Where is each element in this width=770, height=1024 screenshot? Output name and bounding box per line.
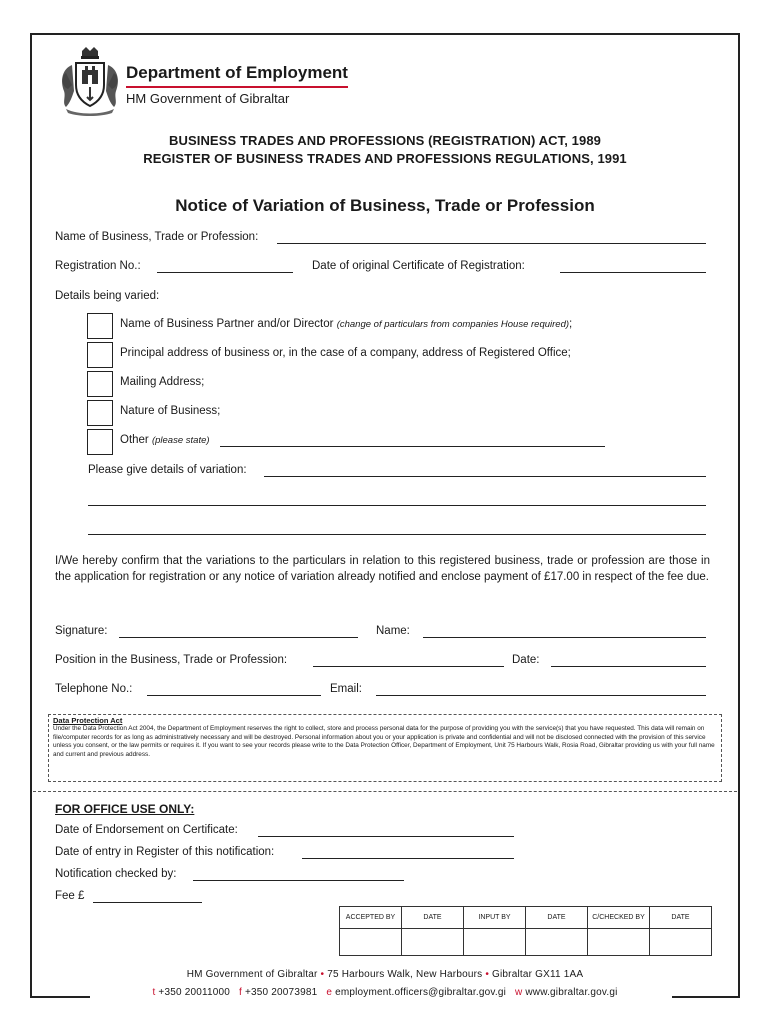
footer-fax-prefix: f — [239, 987, 242, 998]
footer-web-link[interactable]: www.gibraltar.gov.gi — [525, 987, 618, 998]
data-protection-text: Under the Data Protection Act 2004, the Department of Employment reserves the right to collect, store and process personal data for the purpose of providing you with the service(s) that you have requested. This data will remain on file/computer records for as long as administratively necessary and will be destroyed. Personal information about you or your application is private and confidential and will not be disclosed connected with the provision of this service unless you consent, or the law permits or requires it. If you want to see your records please write to the Data Protection Officer, Department of Employment, Unit 75 Harbours Walk, Rosia Road, Gibraltar providing us with your full name and current and previous address. — [53, 725, 715, 758]
page-frame-top — [30, 33, 740, 35]
option-note: (change of particulars from companies House required) — [336, 319, 570, 330]
original-cert-date-field[interactable] — [560, 272, 706, 273]
name-field[interactable] — [423, 637, 706, 638]
registration-no-label: Registration No.: — [55, 260, 141, 272]
name-label: Name: — [376, 625, 410, 637]
table-header-date: DATE — [526, 907, 588, 929]
footer-address — [30, 969, 740, 980]
page-title: Notice of Variation of Business, Trade or Profession — [175, 196, 595, 215]
endorsement-date-field[interactable] — [258, 836, 514, 837]
option-note: (please state) — [151, 435, 210, 446]
table-cell[interactable] — [340, 929, 402, 956]
table-header-accepted-by: ACCEPTED BY — [340, 907, 402, 929]
table-header-date: DATE — [402, 907, 464, 929]
checked-by-label: Notification checked by: — [55, 868, 177, 880]
office-use-heading: FOR OFFICE USE ONLY: — [55, 802, 195, 816]
fee-label: Fee £ — [55, 890, 85, 902]
table-header-input-by: INPUT BY — [464, 907, 526, 929]
footer-fax: +350 20073981 — [244, 987, 318, 998]
checkbox-nature-of-business[interactable] — [87, 400, 113, 426]
variation-details-line-1[interactable] — [264, 476, 706, 477]
footer-tel-prefix: t — [152, 987, 156, 998]
option-nature-of-business: Nature of Business; — [120, 405, 221, 417]
department-rule — [126, 86, 348, 88]
registration-no-field[interactable] — [157, 272, 293, 273]
option-principal-address: Principal address of business or, in the case of a company, address of Registered Office; — [120, 347, 571, 359]
variation-details-line-2[interactable] — [88, 505, 706, 506]
variation-details-label: Please give details of variation: — [88, 464, 247, 476]
act-title-line1: BUSINESS TRADES AND PROFESSIONS (REGISTRATION) ACT, 1989 — [168, 133, 601, 148]
checkbox-partner-director[interactable] — [87, 313, 113, 339]
details-varied-label: Details being varied: — [55, 290, 160, 302]
variation-details-line-3[interactable] — [88, 534, 706, 535]
footer-gov: HM Government of Gibraltar — [186, 969, 318, 980]
telephone-label: Telephone No.: — [55, 683, 133, 695]
option-other — [120, 434, 210, 446]
signature-label: Signature: — [55, 625, 108, 637]
footer-separator: • — [485, 969, 490, 980]
telephone-field[interactable] — [147, 695, 321, 696]
declaration-text: I/We hereby confirm that the variations to the particulars in relation to this registered business, trade or profession are those in the application for registration or any notice of variation already notified and enclose payment of £17.00 in respect of the fee due. — [55, 555, 710, 583]
footer-street: 75 Harbours Walk, New Harbours — [327, 969, 483, 980]
footer-separator: • — [320, 969, 325, 980]
gibraltar-coat-of-arms-icon — [58, 45, 122, 117]
email-field[interactable] — [376, 695, 706, 696]
other-details-field[interactable] — [220, 446, 605, 447]
table-header-checked-by: C/CHECKED BY — [588, 907, 650, 929]
footer-web-prefix: w — [514, 987, 523, 998]
email-label: Email: — [330, 683, 362, 695]
signature-field[interactable] — [119, 637, 358, 638]
option-suffix: ; — [569, 318, 573, 330]
endorsement-date-label: Date of Endorsement on Certificate: — [55, 824, 238, 836]
checkbox-other[interactable] — [87, 429, 113, 455]
entry-date-field[interactable] — [302, 858, 514, 859]
government-name: HM Government of Gibraltar — [126, 91, 290, 106]
business-name-label: Name of Business, Trade or Profession: — [55, 231, 259, 243]
position-field[interactable] — [313, 666, 504, 667]
option-label: Name of Business Partner and/or Director — [120, 318, 334, 330]
date-label: Date: — [512, 654, 540, 666]
entry-date-label: Date of entry in Register of this notification: — [55, 846, 275, 858]
footer-tel: +350 20011000 — [158, 987, 231, 998]
table-cell[interactable] — [588, 929, 650, 956]
footer-email-link[interactable]: employment.officers@gibraltar.gov.gi — [335, 987, 507, 998]
page-frame-right — [738, 33, 740, 997]
checked-by-field[interactable] — [193, 880, 404, 881]
table-header-date: DATE — [650, 907, 712, 929]
department-name: Department of Employment — [126, 63, 348, 82]
position-label: Position in the Business, Trade or Profession: — [55, 654, 288, 666]
page-frame-left — [30, 33, 32, 997]
table-cell[interactable] — [464, 929, 526, 956]
office-use-table — [339, 906, 712, 956]
option-partner-director — [120, 318, 572, 330]
original-cert-date-label: Date of original Certificate of Registration: — [312, 260, 525, 272]
footer-postcode: Gibraltar GX11 1AA — [492, 969, 584, 980]
option-label: Other — [120, 434, 149, 446]
footer-email-prefix: e — [326, 987, 333, 998]
table-cell[interactable] — [526, 929, 588, 956]
option-mailing-address: Mailing Address; — [120, 376, 205, 388]
data-protection-notice — [48, 714, 722, 782]
footer-contacts — [30, 987, 740, 998]
table-cell[interactable] — [402, 929, 464, 956]
date-field[interactable] — [551, 666, 706, 667]
table-cell[interactable] — [650, 929, 712, 956]
fee-field[interactable] — [93, 902, 202, 903]
cut-line — [33, 791, 737, 792]
act-title-line2: REGISTER OF BUSINESS TRADES AND PROFESSIONS REGULATIONS, 1991 — [143, 151, 627, 166]
data-protection-title: Data Protection Act — [53, 716, 123, 725]
checkbox-principal-address[interactable] — [87, 342, 113, 368]
business-name-field[interactable] — [277, 243, 706, 244]
checkbox-mailing-address[interactable] — [87, 371, 113, 397]
